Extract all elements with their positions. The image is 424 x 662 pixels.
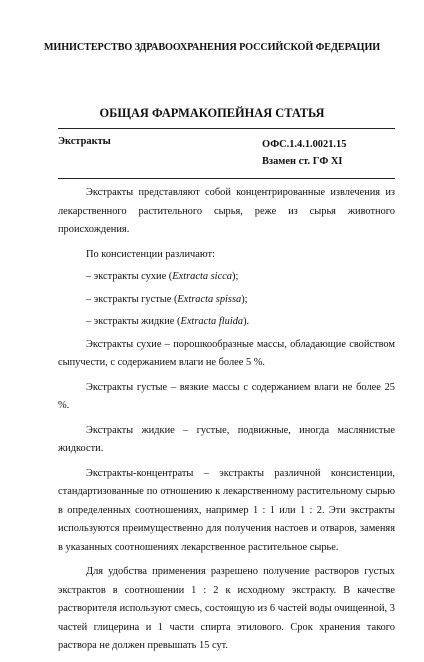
list-item-prefix: – экстракты жидкие ( xyxy=(86,316,181,327)
ministry-heading: МИНИСТЕРСТВО ЗДРАВООХРАНЕНИЯ РОССИЙСКОЙ ФЕДЕРАЦИИ xyxy=(43,42,381,53)
concentrates-paragraph: Экстракты-концентраты – экстракты различной консистенции, стандартизованные по отношению к лекарственному растительному сырью в определенных соотношениях, например 1 : 1 или 1 : 2. Эти экстракты используются преимущественно для получения настоев и отваров, заменяя в указанных соотношениях лекарственное растительное сырье. xyxy=(58,467,395,553)
bottom-divider xyxy=(58,178,395,179)
list-item-suffix: ). xyxy=(243,316,250,327)
list-item-suffix: ); xyxy=(241,293,248,305)
intro-paragraph: Экстракты представляют собой концентрированные извлечения из лекарственного растительного сырья, реже из сырья животного происхождения. xyxy=(58,187,395,235)
article-meta xyxy=(262,136,346,170)
article-body xyxy=(58,184,395,662)
list-item-latin: Extracta sicca xyxy=(172,271,232,282)
liquid-extracts-paragraph: Экстракты жидкие – густые, подвижные, иногда маслянистые жидкости. xyxy=(58,424,395,454)
article-code: ОФС.1.4.1.0021.15 xyxy=(262,139,347,150)
convenience-paragraph: Для удобства применения разрешено получение растворов густых экстрактов в соотношении 1 : 2 к исходному экстракту. В качестве растворителя используют смесь, состоящую из 6 частей воды очищенной, 3 частей глицерина и 1 части спирта этилового. Срок хранения такого раствора не должен превышать 15 сут. xyxy=(58,566,395,651)
list-item-latin: Extracta spissa xyxy=(177,293,242,305)
consistency-intro: По консистенции различают: xyxy=(86,248,215,260)
list-item-suffix: ); xyxy=(232,271,239,282)
list-item xyxy=(58,291,395,310)
top-divider xyxy=(58,128,395,129)
article-topic: Экстракты xyxy=(58,136,111,147)
replaces-note: Взамен ст. ГФ XI xyxy=(262,156,343,167)
list-item-prefix: – экстракты густые ( xyxy=(86,293,178,305)
article-type-title: ОБЩАЯ ФАРМАКОПЕЙНАЯ СТАТЬЯ xyxy=(99,106,325,120)
list-item xyxy=(58,268,395,287)
thick-extracts-paragraph: Экстракты густые – вязкие массы с содержанием влаги не более 25 %. xyxy=(58,381,395,411)
dry-extracts-paragraph: Экстракты сухие – порошкообразные массы, обладающие свойством сыпучести, с содержанием влаги не более 5 %. xyxy=(58,338,395,368)
list-item-prefix: – экстракты сухие ( xyxy=(86,271,173,282)
list-item-latin: Extracta fluida xyxy=(180,316,244,327)
list-item xyxy=(58,313,395,332)
